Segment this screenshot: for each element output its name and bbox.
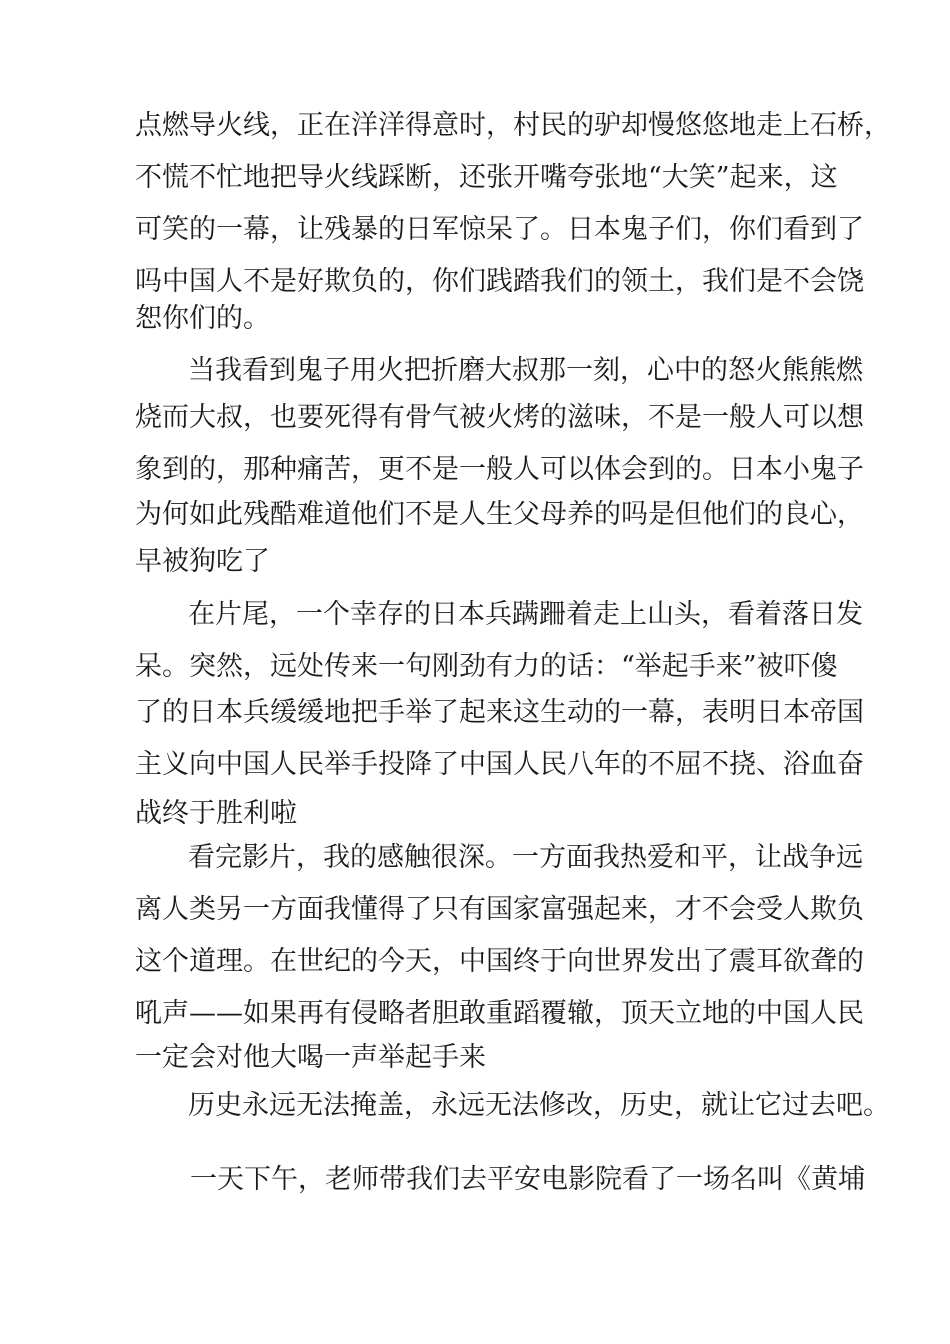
text-line: 离人类另一方面我懂得了只有国家富强起来，才不会受人欺负 (135, 894, 864, 925)
text-line: 主义向中国人民举手投降了中国人民八年的不屈不挠、浴血奋 (135, 749, 864, 780)
text-line: 早被狗吃了 (135, 546, 270, 577)
text-line: 战终于胜利啦 (135, 798, 297, 829)
text-line: 当我看到鬼子用火把折磨大叔那一刻，心中的怒火熊熊燃 (188, 355, 863, 386)
text-line: 为何如此残酷难道他们不是人生父母养的吗是但他们的良心， (135, 499, 864, 530)
text-line: 一天下午，老师带我们去平安电影院看了一场名叫《黄埔 (190, 1164, 865, 1195)
text-line: 一定会对他大喝一声举起手来 (135, 1042, 486, 1073)
text-line: 可笑的一幕，让残暴的日军惊呆了。日本鬼子们，你们看到了 (135, 214, 864, 245)
text-line: 这个道理。在世纪的今天，中国终于向世界发出了震耳欲聋的 (135, 946, 864, 977)
text-line: 呆。突然，远处传来一句刚劲有力的话：“举起手来”被吓傻 (135, 651, 838, 682)
text-line: 在片尾，一个幸存的日本兵蹒跚着走上山头，看着落日发 (188, 599, 863, 630)
text-line: 象到的，那种痛苦，更不是一般人可以体会到的。日本小鬼子 (135, 454, 864, 485)
text-line: 历史永远无法掩盖，永远无法修改，历史，就让它过去吧。 (188, 1090, 890, 1121)
text-line: 看完影片，我的感触很深。一方面我热爱和平，让战争远 (188, 842, 863, 873)
text-line: 了的日本兵缓缓地把手举了起来这生动的一幕，表明日本帝国 (135, 697, 864, 728)
text-line: 烧而大叔，也要死得有骨气被火烤的滋味，不是一般人可以想 (135, 402, 864, 433)
text-line: 吗中国人不是好欺负的，你们践踏我们的领土，我们是不会饶 (135, 266, 864, 297)
text-line: 恕你们的。 (135, 303, 270, 334)
text-line: 不慌不忙地把导火线踩断，还张开嘴夸张地“大笑”起来，这 (135, 162, 838, 193)
text-line: 点燃导火线，正在洋洋得意时，村民的驴却慢悠悠地走上石桥， (135, 110, 891, 141)
text-line: 吼声——如果再有侵略者胆敢重蹈覆辙，顶天立地的中国人民 (135, 998, 864, 1029)
